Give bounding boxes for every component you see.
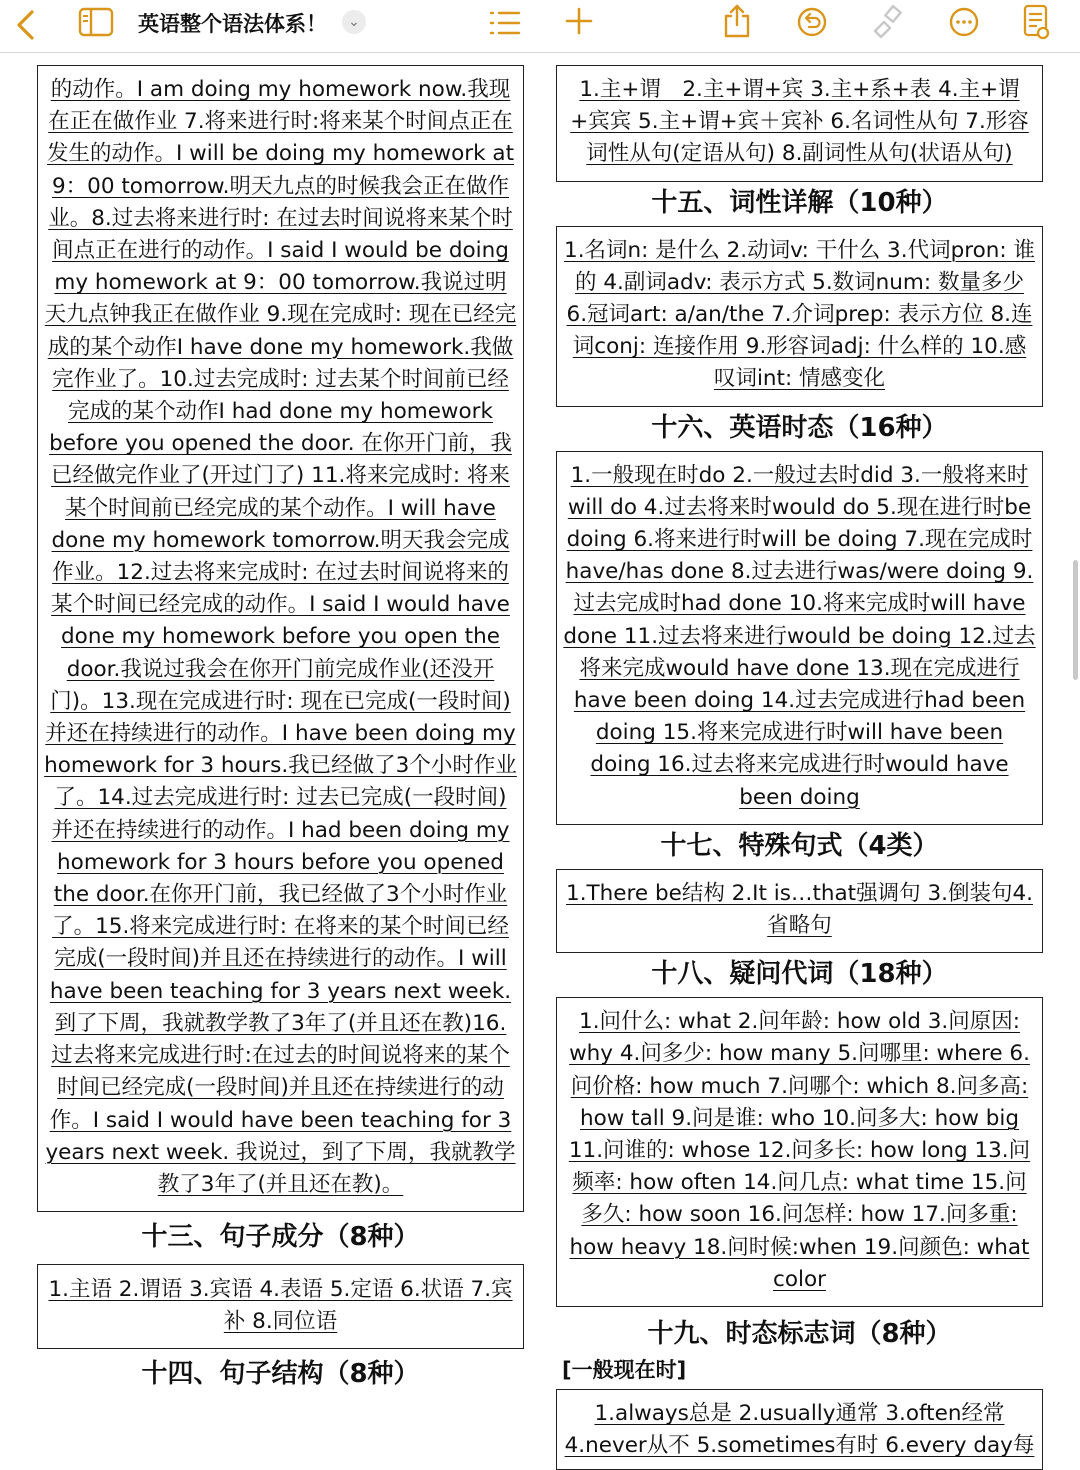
english-tenses-box <box>556 451 1043 825</box>
tense-markers-box <box>556 1389 1043 1469</box>
notes-icon[interactable] <box>1022 3 1052 41</box>
parts-of-speech-text: 1.名词n: 是什么 2.动词v: 干什么 3.代词pron: 谁的 4.副词adv: 表示方式 5.数词num: 数量多少 6.冠词art: a/an/the 7.介词prep: 表示方位 8.连词conj: 连接作用 9.形容词adj: 什么样的 10.感叹词int: 情感变化 <box>564 237 1035 392</box>
interrogatives-text: 1.问什么: what 2.问年龄: how old 3.问原因: why 4.问多少: how many 5.问哪里: where 6.问价格: how much 7.问哪个: which 8.问多高: how tall 9.问是谁: who 10.问多大: how big 11.问谁的: whose 12.问多长: how long 13.问频率: how often 14.问几点: what time 15.问多久: how soon 16.问怎样: how 17.问多重: how heavy 18.问时候:when 19.问颜色: what color <box>568 1009 1031 1292</box>
back-icon[interactable] <box>14 8 38 42</box>
right-column <box>556 52 1043 1470</box>
heading-interrogatives: 十八、疑问代词（18种） <box>651 959 948 990</box>
add-icon[interactable] <box>564 6 594 36</box>
sentence-structure-box <box>556 65 1043 182</box>
document-title[interactable]: 英语整个语法体系！ <box>138 12 327 36</box>
sentence-structure-text: 1.主+谓 2.主+谓+宾 3.主+系+表 4.主+谓+宾宾 5.主+谓+宾＋宾补 6.名词性从句 7.形容词性从句(定语从句) 8.副词性从句(状语从句) <box>570 77 1029 167</box>
top-toolbar <box>0 0 1080 53</box>
heading-sentence-structure: 十四、句子结构（8种） <box>141 1358 420 1389</box>
left-column <box>37 52 524 1395</box>
tense-examples-text: 的动作。I am doing my homework now.我现在正在做作业 7.将来进行时:将来某个时间点正在发生的动作。I will be doing my homework at 9：00 tomorrow.明天九点的时候我会正在做作业。8.过去将来进行时: 在过去时间说将来某个时间点正在进行的动作。I said I would be doing my homework at 9：00 tomorrow.我说过明天九点钟我正在做作业 9.现在完成时: 现在已经完成的某个动作I have done my homework.我做完作业了。10.过去完成时: 过去某个时间前已经完成的某个动作I had done my homework before you opened the door. 在你开门前，我已经做完作业了(开过门了) 11.将来完成时: 将来某个时间前已经完成的某个动作。I will have done my homework tomorrow.明天我会完成作业。12.过去将来完成时: 在过去时间说将来的某个时间已经完成的动作。I said I would have done my homework before you open the door.我说过我会在你开门前完成作业(还没开门)。13.现在完成进行时: 现在已完成(一段时间)并还在持续进行的动作。I have been doing my homework for 3 hours.我已经做了3个小时作业了。14.过去完成进行时: 过去已完成(一段时间)并还在持续进行的动作。I had been doing my homework for 3 hours before you opened the door.在你开门前，我已经做了3个小时作业了。15.将来完成进行时: 在将来的某个时间已经完成(一段时间)并且还在持续进行的动作。I will have been teaching for 3 years next week. 到了下周，我就教学教了3年了(并且还在教)16.过去将来完成进行时:在过去的时间说将来的某个时间已经完成(一段时间)并且还在持续进行的动作。I said I would have been teaching for 3 years next week. 我说过，到了下周，我就教学教了3年了(并且还在教)。 <box>44 77 517 1197</box>
more-icon[interactable] <box>948 6 980 38</box>
special-sentences-box <box>556 869 1043 953</box>
brush-icon[interactable] <box>872 5 906 39</box>
heading-english-tenses: 十六、英语时态（16种） <box>651 412 948 443</box>
heading-special-sentences: 十七、特殊句式（4类） <box>660 830 939 861</box>
list-icon[interactable] <box>488 8 522 38</box>
tense-examples-box <box>37 65 524 1212</box>
undo-icon[interactable] <box>796 6 828 38</box>
special-sentences-text: 1.There be结构 2.It is…that强调句 3.倒装句4.省略句 <box>566 880 1033 939</box>
sidebar-icon[interactable] <box>78 7 114 37</box>
parts-of-speech-box <box>556 226 1043 407</box>
interrogatives-box <box>556 997 1043 1307</box>
chevron-down-icon[interactable]: ⌄ <box>342 10 366 34</box>
heading-tense-markers: 十九、时态标志词（8种） <box>647 1319 952 1350</box>
scrollbar[interactable] <box>1073 560 1078 680</box>
heading-sentence-components: 十三、句子成分（8种） <box>141 1222 420 1253</box>
sentence-components-text: 1.主语 2.谓语 3.宾语 4.表语 5.定语 6.状语 7.宾补 8.同位语 <box>48 1277 513 1335</box>
share-icon[interactable] <box>722 3 752 39</box>
sentence-components-box <box>37 1264 524 1348</box>
english-tenses-text: 1.一般现在时do 2.一般过去时did 3.一般将来时will do 4.过去将来时would do 5.现在进行时be doing 6.将来进行时will be doing 7.现在完成时have/has done 8.过去进行was/were doing 9.过去完成时had done 10.将来完成时will have done 11.过去将来进行would be doing 12.过去将来完成would have done 13.现在完成进行have been doing 14.过去完成进行had been doing 15.将来完成进行时will have been doing 16.过去将来完成进行时would have been doing <box>563 462 1036 810</box>
tense-markers-subheading: [一般现在时] <box>562 1358 687 1383</box>
tense-markers-text: 1.always总是 2.usually通常 3.often经常 4.never从不 5.sometimes有时 6.every day每 <box>564 1401 1035 1459</box>
heading-parts-of-speech: 十五、词性详解（10种） <box>651 187 948 218</box>
